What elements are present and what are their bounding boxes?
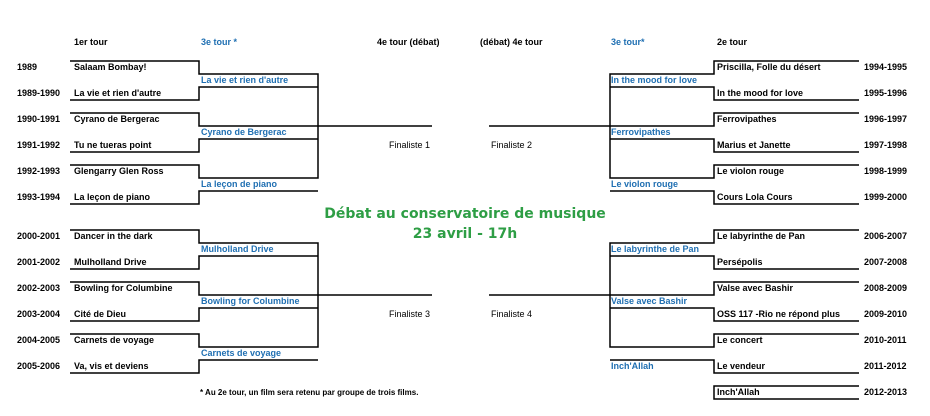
right-film: In the mood for love xyxy=(717,88,804,98)
left-film: Salaam Bombay! xyxy=(74,62,147,72)
header-left-round1: 1er tour xyxy=(74,37,108,47)
right-winner: Le labyrinthe de Pan xyxy=(611,244,700,254)
left-film: Glengarry Glen Ross xyxy=(74,166,164,176)
header-left-round4: 4e tour (débat) xyxy=(377,37,440,47)
left-year: 1992-1993 xyxy=(17,166,61,176)
finalist-label: Finaliste 4 xyxy=(491,309,533,319)
header-right-round2: 2e tour xyxy=(717,37,748,47)
left-year: 1989-1990 xyxy=(17,88,61,98)
left-winner: La leçon de piano xyxy=(201,179,278,189)
right-winner: Le violon rouge xyxy=(611,179,679,189)
right-winner: Ferrovipathes xyxy=(611,127,671,137)
header-right-round3: 3e tour* xyxy=(611,37,645,47)
event-date: 23 avril - 17h xyxy=(412,226,518,242)
left-year: 2001-2002 xyxy=(17,257,61,267)
finalist-label: Finaliste 1 xyxy=(389,140,431,150)
left-winner: Cyrano de Bergerac xyxy=(201,127,287,137)
right-year: 1999-2000 xyxy=(864,192,908,202)
right-year: 1998-1999 xyxy=(864,166,908,176)
left-year: 1990-1991 xyxy=(17,114,61,124)
left-film: Carnets de voyage xyxy=(74,335,155,345)
left-year: 2000-2001 xyxy=(17,231,61,241)
right-year: 1994-1995 xyxy=(864,62,908,72)
left-film: La leçon de piano xyxy=(74,192,151,202)
left-film: Tu ne tueras point xyxy=(74,140,152,150)
right-winner: Inch'Allah xyxy=(611,361,654,371)
left-year: 1993-1994 xyxy=(17,192,61,202)
right-year: 2012-2013 xyxy=(864,387,908,397)
left-year: 2002-2003 xyxy=(17,283,61,293)
right-film: Priscilla, Folle du désert xyxy=(717,62,821,72)
right-film: Marius et Janette xyxy=(717,140,791,150)
bracket-line xyxy=(489,113,859,126)
left-film: Cité de Dieu xyxy=(74,309,127,319)
right-film: Valse avec Bashir xyxy=(717,283,794,293)
left-film: La vie et rien d'autre xyxy=(74,88,162,98)
bracket-line xyxy=(489,282,859,295)
right-film: Le violon rouge xyxy=(717,166,785,176)
left-film: Bowling for Columbine xyxy=(74,283,173,293)
right-film: Inch'Allah xyxy=(717,387,760,397)
finalist-label: Finaliste 2 xyxy=(491,140,533,150)
right-year: 2008-2009 xyxy=(864,283,908,293)
left-film: Va, vis et deviens xyxy=(74,361,149,371)
right-film: Persépolis xyxy=(717,257,763,267)
right-winner: Valse avec Bashir xyxy=(611,296,688,306)
right-year: 2009-2010 xyxy=(864,309,908,319)
right-film: Le concert xyxy=(717,335,763,345)
header-left-round3: 3e tour * xyxy=(201,37,238,47)
event-title: Débat au conservatoire de musique xyxy=(324,206,606,222)
right-film: Le labyrinthe de Pan xyxy=(717,231,806,241)
left-year: 2004-2005 xyxy=(17,335,61,345)
right-year: 2007-2008 xyxy=(864,257,908,267)
left-year: 1989 xyxy=(17,62,38,72)
right-year: 2010-2011 xyxy=(864,335,907,345)
right-year: 1995-1996 xyxy=(864,88,908,98)
footnote: * Au 2e tour, un film sera retenu par groupe de trois films. xyxy=(200,388,419,397)
left-year: 1991-1992 xyxy=(17,140,61,150)
left-winner: La vie et rien d'autre xyxy=(201,75,289,85)
left-year: 2003-2004 xyxy=(17,309,61,319)
right-year: 1997-1998 xyxy=(864,140,908,150)
left-winner: Bowling for Columbine xyxy=(201,296,300,306)
left-year: 2005-2006 xyxy=(17,361,61,371)
header-right-round4: (débat) 4e tour xyxy=(480,37,543,47)
finalist-label: Finaliste 3 xyxy=(389,309,431,319)
left-film: Dancer in the dark xyxy=(74,231,153,241)
right-film: Ferrovipathes xyxy=(717,114,777,124)
right-year: 2011-2012 xyxy=(864,361,907,371)
left-winner: Mulholland Drive xyxy=(201,244,274,254)
right-year: 2006-2007 xyxy=(864,231,908,241)
left-winner: Carnets de voyage xyxy=(201,348,282,358)
left-film: Mulholland Drive xyxy=(74,257,147,267)
left-film: Cyrano de Bergerac xyxy=(74,114,160,124)
right-winner: In the mood for love xyxy=(611,75,698,85)
right-film: Cours Lola Cours xyxy=(717,192,793,202)
right-film: OSS 117 -Rio ne répond plus xyxy=(717,309,841,319)
right-year: 1996-1997 xyxy=(864,114,908,124)
right-film: Le vendeur xyxy=(717,361,766,371)
